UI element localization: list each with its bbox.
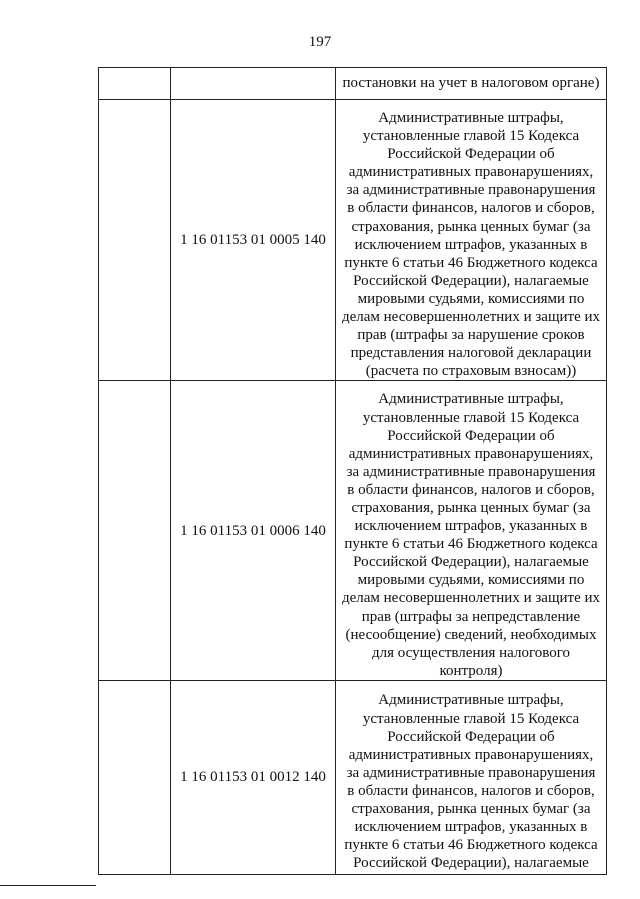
description-line: исключением штрафов, указанных в xyxy=(354,518,588,535)
footnote-separator-line xyxy=(0,885,96,886)
budget-classification-table xyxy=(98,67,607,875)
description-line: административных правонарушениях, xyxy=(348,445,594,462)
description-line: Административные штрафы, xyxy=(378,692,564,709)
description-line: мировыми судьями, комиссиями по xyxy=(357,572,585,589)
description-line: Российской Федерации об xyxy=(387,427,555,444)
description-cell xyxy=(336,68,607,100)
description-line: Российской Федерации), налагаемые xyxy=(353,272,589,289)
description-line: исключением штрафов, указанных в xyxy=(354,819,588,836)
description-line: установленные главой 15 Кодекса xyxy=(362,128,580,145)
description-line: страхования, рынка ценных бумаг (за xyxy=(351,218,591,235)
description-line: страхования, рынка ценных бумаг (за xyxy=(351,801,591,817)
description-line: представления налоговой декларации xyxy=(350,345,592,362)
description-line: пункте 6 статьи 46 Бюджетного кодекса xyxy=(344,837,598,854)
description-line: Административные штрафы, xyxy=(378,391,564,408)
description-line: пункте 6 статьи 46 Бюджетного кодекса xyxy=(344,254,598,271)
budget-code-cell: 1 16 01153 01 0006 140 xyxy=(171,381,336,681)
description-line: установленные главой 15 Кодекса xyxy=(362,710,580,727)
description-line: в области финансов, налогов и сборов, xyxy=(347,200,595,217)
description-line: страхования, рынка ценных бумаг (за xyxy=(351,499,591,516)
table-row xyxy=(99,100,607,381)
budget-code-cell: 1 16 01153 01 0005 140 xyxy=(171,100,336,381)
description-line: контроля) xyxy=(439,662,503,679)
description-cell xyxy=(336,100,607,381)
page-number: 197 xyxy=(308,34,332,50)
budget-code-cell xyxy=(171,68,336,100)
description-line: Российской Федерации об xyxy=(387,728,555,745)
description-cell xyxy=(336,680,607,874)
budget-code-cell: 1 16 01153 01 0012 140 xyxy=(171,680,336,874)
description-line: Российской Федерации), налагаемые xyxy=(353,855,589,872)
admin-code-cell xyxy=(99,381,171,681)
description-line: (несообщение) сведений, необходимых xyxy=(345,626,597,643)
description-line: исключением штрафов, указанных в xyxy=(354,236,588,253)
admin-code-cell xyxy=(99,680,171,874)
description-cell xyxy=(336,381,607,681)
description-line: (расчета по страховым взносам)) xyxy=(365,363,577,380)
description-line: административных правонарушениях, xyxy=(348,746,594,763)
description-line: Российской Федерации об xyxy=(387,146,555,163)
description-line: за административные правонарушения xyxy=(346,182,596,199)
description-line: за административные правонарушения xyxy=(346,764,596,781)
description-line: делам несовершеннолетних и защите их xyxy=(341,590,601,607)
continuation-text: постановки на учет в налоговом органе) xyxy=(342,75,600,92)
description-line: в области финансов, налогов и сборов, xyxy=(347,782,595,799)
admin-code-cell xyxy=(99,68,171,100)
table-row xyxy=(99,680,607,874)
description-line: для осуществления налогового xyxy=(372,644,570,661)
description-line: мировыми судьями, комиссиями по xyxy=(357,290,585,307)
description-line: делам несовершеннолетних и защите их xyxy=(341,309,601,326)
description-line: за административные правонарушения xyxy=(346,463,596,480)
description-line: прав (штрафы за непредставление xyxy=(361,608,581,625)
table-row-continuation xyxy=(99,68,607,100)
description-line: пункте 6 статьи 46 Бюджетного кодекса xyxy=(344,536,598,553)
description-line: установленные главой 15 Кодекса xyxy=(362,409,580,426)
description-line: административных правонарушениях, xyxy=(348,164,594,181)
description-line: Административные штрафы, xyxy=(378,110,564,126)
table-row xyxy=(99,381,607,681)
admin-code-cell xyxy=(99,100,171,381)
description-line: прав (штрафы за нарушение сроков xyxy=(357,327,585,344)
description-line: Российской Федерации), налагаемые xyxy=(353,554,589,571)
description-line: в области финансов, налогов и сборов, xyxy=(347,481,595,498)
